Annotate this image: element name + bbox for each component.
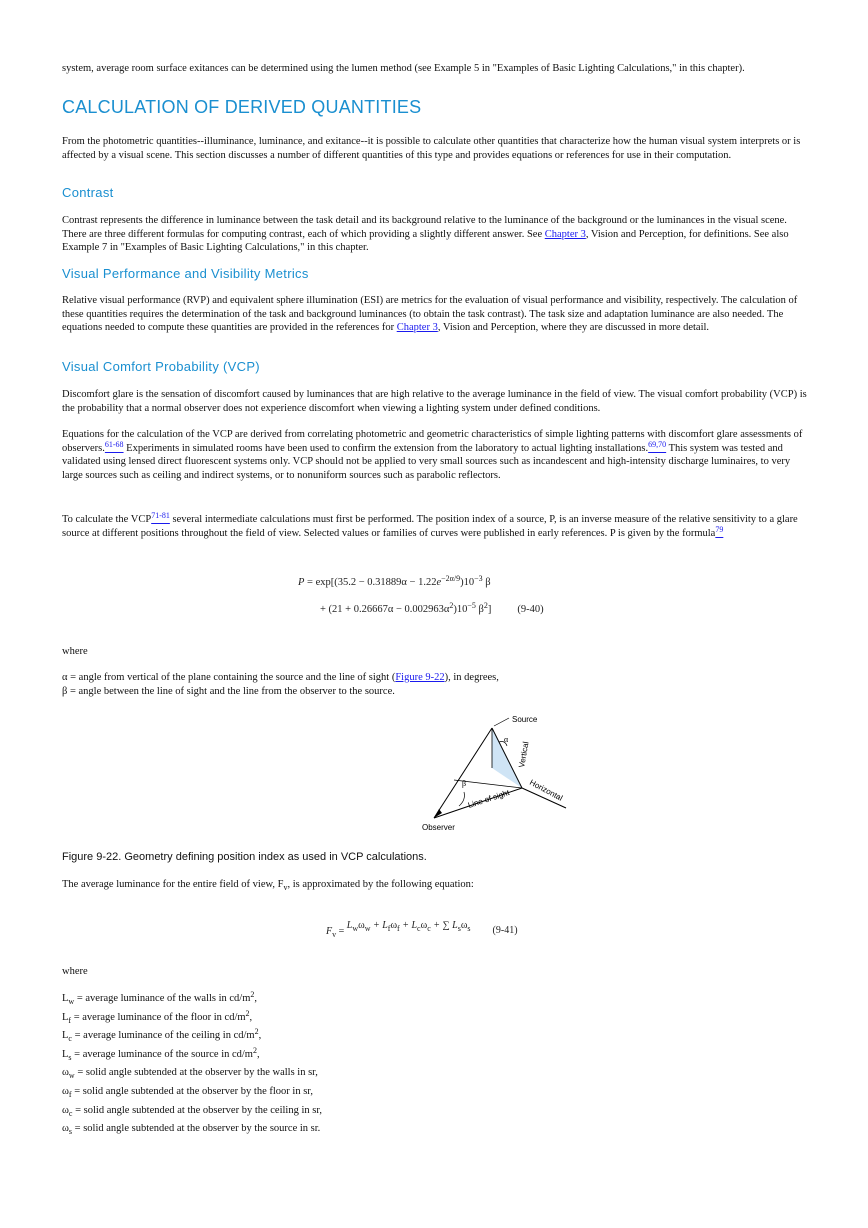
line-of-sight-label: Line of sight [466,788,511,810]
eq-exponent: 2 [449,601,454,610]
eq-symbol: ω [390,920,398,931]
eq-term: β [482,577,491,588]
definition-end: , [258,1030,262,1042]
eq-p-symbol: P [298,577,305,588]
definition-item [62,1085,808,1104]
eq-equals: = [336,926,347,937]
definition-text: = average luminance of the floor in cd/m [71,1011,246,1023]
eq-symbol: ω [460,920,468,931]
definition-item [62,1029,808,1048]
vcp-p2-text-c: This system was tested and validated using lensed direct fluorescent systems only. VCP should not be applied to very small sources such as incandescent and high-intensity discharge luminaires, to very large sources such as ceiling and indirect systems, or to nonuniform sources such as parabolic reflectors. [62,442,791,481]
position-index-figure [354,710,574,840]
reference-79[interactable]: 79 [715,524,724,534]
intro-paragraph: system, average room surface exitances can be determined using the lumen method (see Example 5 in "Examples of Basic Lighting Calculations," in this chapter). [62,63,745,74]
reference-link[interactable] [151,511,170,525]
vcp-p2-text-b: Experiments in simulated rooms have been used to confirm the extension from the laboratory to actual lighting installations. [123,442,649,454]
definition-text: = average luminance of the walls in cd/m [74,993,251,1004]
definition-subscript: w [68,1071,75,1081]
definition-subscript: s [68,1127,73,1137]
contrast-paragraph [62,214,808,255]
eq-symbol: + L [399,920,418,931]
definition-subscript: f [68,1089,72,1099]
eq-term: + (21 + 0.26667α − 0.002963α [320,604,450,615]
contrast-heading: Contrast [62,185,114,200]
vcp-p2-text-a: Equations for the calculation of the VCP are derived from correlating photometric and geometric characteristics of simple lighting patterns with discomfort glare assessments of observers. [62,429,803,454]
contrast-text-b: , Vision and Perception, for definitions. See also Example 7 in "Examples of Basic Lighting Calculations," in this chapter. [62,228,789,254]
definition-subscript: c [68,1034,72,1044]
definition-symbol: L [62,1011,69,1023]
where-label: where [62,966,88,977]
definition-end: , [249,1011,253,1023]
eq-symbol: + ∑ L [430,920,458,931]
definition-subscript: f [68,1015,72,1025]
definition-text: = solid angle subtended at the observer by the floor in sr, [71,1085,313,1097]
definition-symbol: L [62,1030,69,1042]
definition-item [62,1008,808,1030]
section-intro-paragraph: From the photometric quantities--illuminance, luminance, and exitance--it is possible to calculate other quantities that characterize how the human visual system interprets or is affected by a visual scene. This section discusses a number of different quantities of this type and provides equations or references for use in their computation. [62,136,801,161]
vcp-heading: Visual Comfort Probability (VCP) [62,359,260,374]
equation-9-40-line-1 [298,576,491,590]
eq-subscript: s [467,924,471,933]
source-leader [494,718,509,726]
eq-term: ] [487,604,492,615]
fv-subscript: v [283,883,288,892]
definition-text: = solid angle subtended at the observer by the ceiling in sr, [72,1104,323,1116]
vcp-paragraph-3 [62,513,808,540]
horizontal-label: Horizontal [528,777,565,803]
definition-subscript: s [68,1052,72,1062]
eq-subscript: v [332,930,337,939]
definition-superscript: 2 [245,1008,250,1018]
observer-label: Observer [422,823,455,832]
definition-symbol: L [62,993,69,1004]
reference-69-70[interactable]: 69,70 [648,439,667,449]
eq-symbol: + L [370,920,388,931]
reference-link[interactable] [715,524,724,539]
definition-symbol: ω [62,1067,69,1079]
definition-text: = average luminance of the ceiling in cd/m [71,1030,255,1042]
chapter-3-link[interactable]: Chapter 3 [396,322,438,334]
beta-label: β [462,779,467,788]
eq-subscript: f [387,924,391,933]
definition-superscript: 2 [250,990,255,999]
eq-term: )10 [460,577,475,588]
definition-item [62,1066,808,1085]
eq-symbol: ω [358,920,365,931]
equation-numerator [347,920,471,931]
eq-symbol: L [346,920,353,931]
eq-symbol: F [326,926,333,937]
alpha-label: α [504,735,509,744]
definition-item [62,1045,808,1067]
definition-text: = average luminance of the source in cd/m [71,1048,253,1060]
figure-caption: Figure 9-22. Geometry defining position index as used in VCP calculations. [62,851,427,863]
eq-term: β [475,604,484,615]
vp-text-b: , Vision and Perception, where they are discussed in more detail. [437,322,710,334]
reference-61-68[interactable]: 61-68 [104,439,124,449]
section-heading: CALCULATION OF DERIVED QUANTITIES [62,97,422,117]
definition-item [62,1122,808,1141]
alpha-def-text-b: ), in degrees, [444,672,499,683]
definition-symbol: ω [62,1104,69,1116]
reference-link[interactable] [104,439,124,454]
eq-subscript: c [427,924,431,933]
reference-71-81[interactable]: 71-81 [151,511,170,520]
definition-item [62,1104,808,1123]
fv-intro-text-a: The average luminance for the entire field of view, F [62,879,284,890]
equation-9-41 [326,920,518,939]
eq-exponent: −2α/9 [441,574,461,583]
definitions-list [62,992,808,1141]
definition-subscript: w [68,997,75,1006]
definition-text: = solid angle subtended at the observer by the walls in sr, [74,1067,318,1079]
vertical-label: Vertical [517,740,531,769]
eq-exponent: 2 [483,601,488,610]
equation-number: (9-41) [492,925,518,936]
beta-arc [459,792,464,806]
definition-superscript: 2 [254,1027,259,1037]
eq-subscript: c [417,924,421,933]
vcp-p3-text-a: To calculate the VCP [62,514,152,525]
eq-exponent: −3 [474,574,483,583]
definition-end: , [254,993,258,1004]
source-label: Source [512,715,538,724]
eq-subscript: s [457,924,461,933]
definition-subscript: c [68,1108,73,1118]
visual-performance-heading: Visual Performance and Visibility Metrics [62,266,309,281]
vcp-paragraph-1: Discomfort glare is the sensation of discomfort caused by luminances that are high relative to the average luminance in the field of view. The visual comfort probability (VCP) is the probability that a normal observer does not experience discomfort when viewing a lighting system under defined conditions. [62,389,807,414]
alpha-def-text-a: α = angle from vertical of the plane containing the source and the line of sight ( [62,672,396,683]
definition-symbol: L [62,1048,69,1060]
eq-subscript: f [397,924,400,933]
eq-symbol: ω [420,920,428,931]
eq-term: )10 [453,604,468,615]
definition-symbol: ω [62,1085,69,1097]
eq-term: = exp[(35.2 − 0.31889α − 1.22 [304,577,437,588]
chapter-3-link[interactable]: Chapter 3 [544,228,586,240]
definition-superscript: 2 [252,1045,257,1055]
beta-definition: β = angle between the line of sight and the line from the observer to the source. [62,686,395,697]
definition-symbol: ω [62,1123,69,1135]
eq-subscript: w [364,924,371,933]
alpha-definition [62,671,808,685]
eq-e-symbol: e [436,577,442,588]
fv-intro-text-b: , is approximated by the following equation: [287,879,474,890]
visual-performance-paragraph [62,294,808,335]
eq-exponent: −5 [467,601,476,610]
vcp-p3-text-b: several intermediate calculations must first be performed. The position index of a source, P, is an inverse measure of the relative sensitivity to a glare source at different positions throughout the field of view. Selected values or families of curves were published in early references. P is given by the formula [62,514,798,539]
reference-link[interactable] [648,439,667,454]
definition-item [62,992,808,1011]
contrast-text-a: Contrast represents the difference in luminance between the task detail and its background relative to the luminance of the background or the luminances in the visual scene. There are three different formulas for computing contrast, each of which providing a slightly different answer. See [62,215,787,240]
fv-intro [62,878,808,892]
equation-number: (9-40) [517,604,544,615]
definition-text: = solid angle subtended at the observer by the source in sr. [72,1123,321,1135]
vp-text-a: Relative visual performance (RVP) and equivalent sphere illumination (ESI) are metrics for the evaluation of visual performance and visibility, respectively. The calculation of these quantities requires the determination of the task and background luminances (to obtain the task contrast). The task size and adaptation luminance are also needed. The equations needed to compute these quantities are provided in the references for [62,295,798,334]
figure-9-22-link[interactable]: Figure 9-22 [395,672,445,683]
equation-9-40-line-2 [320,603,544,617]
where-label: where [62,646,88,657]
definition-end: , [256,1048,260,1060]
vcp-paragraph-2 [62,428,808,482]
eq-subscript: w [352,924,359,933]
